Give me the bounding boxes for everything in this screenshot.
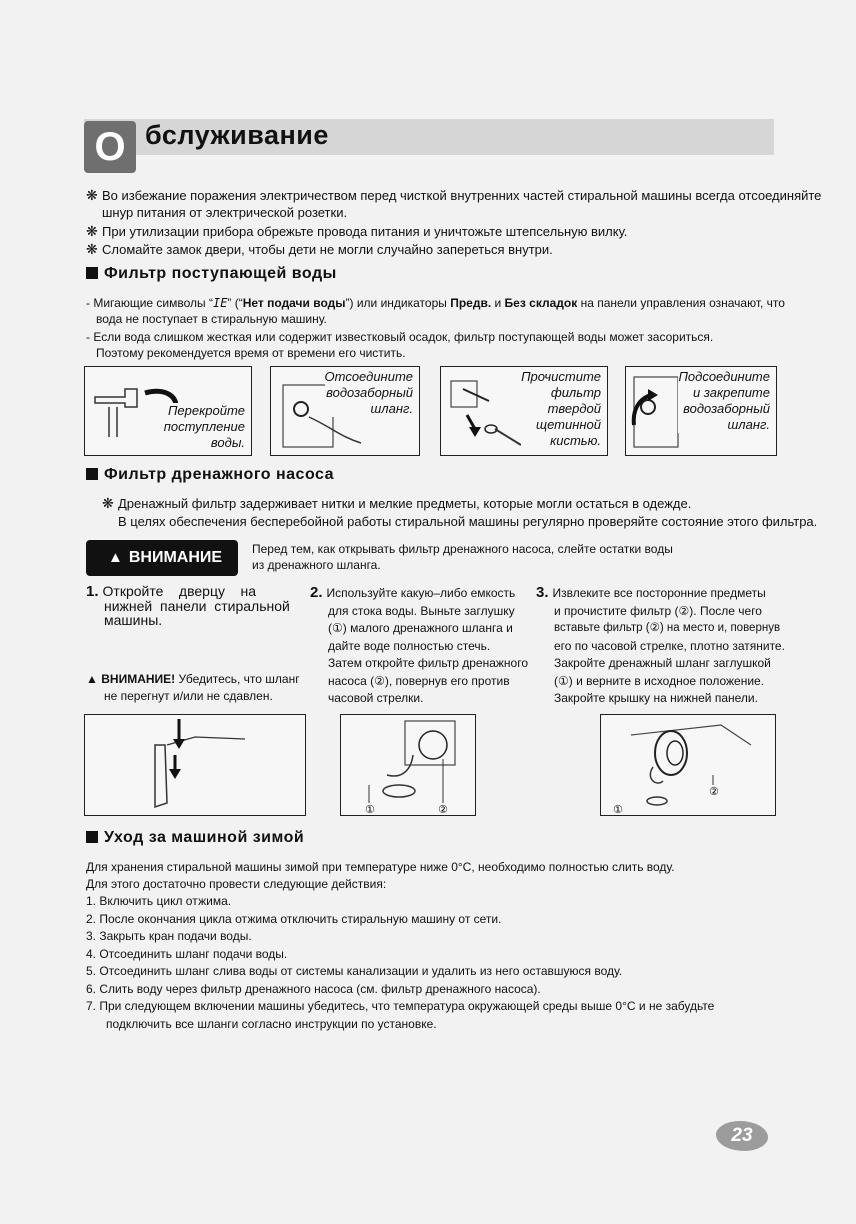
figure-reconnect-hose — [625, 366, 777, 456]
page-title: бслуживание — [145, 120, 329, 150]
caption-close-tap: Перекройте поступление воды. — [163, 403, 245, 450]
caption-reconnect-hose: Подсоедините и закрепите водозаборный шланг. — [678, 369, 770, 432]
figure-clean-filter — [440, 366, 608, 456]
header-letter-badge: О — [84, 121, 136, 173]
inlet-filter-text-2: вода не поступает в стиральную машину. — [96, 312, 327, 326]
intro-note-1-cont: шнур питания от электрической розетки. — [102, 205, 348, 220]
caption-disconnect-hose: Отсоедините водозаборный шланг. — [324, 369, 413, 416]
figure-disconnect-hose — [270, 366, 420, 456]
list-item: 1. Включить цикл отжима. — [86, 894, 232, 908]
section-winter-care-title: Уход за машиной зимой — [86, 829, 304, 847]
fig-label-1b: ① — [613, 803, 623, 815]
warning-triangle-icon: ▲ — [86, 672, 98, 686]
list-item: 2. После окончания цикла отжима отключить стиральную машину от сети. — [86, 911, 502, 926]
drain-water-illustration — [341, 715, 475, 815]
open-panel-illustration — [85, 715, 305, 815]
intro-note-1: ❋ Во избежание поражения электричеством перед чисткой внутренних частей стиральной машины всегда отсоединяйте — [86, 187, 822, 203]
list-item: 3. Закрыть кран подачи воды. — [86, 929, 252, 943]
figure-open-panel — [84, 714, 306, 816]
list-item: 6. Слить воду через фильтр дренажного насоса (см. фильтр дренажного насоса). — [86, 981, 541, 996]
winter-care-list — [86, 893, 714, 1033]
step-2: 2. Используйте какую–либо емкость для стока воды. Выньте заглушку (①) малого дренажного шланга и дайте воде полностью стечь. Затем откройте фильтр дренажного насоса (②), повернув его против часовой стрелки. — [310, 584, 529, 705]
fig-label-1: ① — [365, 803, 375, 815]
intro-note-3: ❋ Сломайте замок двери, чтобы дети не могли случайно запереться внутри. — [86, 241, 553, 257]
step-3: 3. Извлеките все посторонние предметы и прочистите фильтр (②). После чего вставьте фильтр (②) на место и, повернув его по часовой стрелке, плотно затяните. Закройте дренажный шланг заглушкой (①) и верните в исходное положение. Закройте крышку на нижней панели. — [536, 584, 785, 705]
section-inlet-filter-title: Фильтр поступающей воды — [86, 265, 337, 283]
inlet-filter-text-4: Поэтому рекомендуется время от времени его чистить. — [96, 346, 406, 360]
figure-close-tap — [84, 366, 252, 456]
fig-label-2: ② — [438, 803, 448, 815]
step-1: 1. Откройте дверцу на нижней панели стиральной машины. — [86, 583, 290, 628]
inlet-filter-text-3: - Если вода слишком жесткая или содержит известковый осадок, фильтр поступающей воды может засориться. — [86, 330, 714, 344]
list-item-cont: подключить все шланги согласно инструкции по установке. — [106, 1016, 437, 1031]
winter-care-text-2: Для этого достаточно провести следующие действия: — [86, 877, 387, 891]
fig-label-2b: ② — [709, 785, 719, 798]
winter-care-text-1: Для хранения стиральной машины зимой при температуре ниже 0°C, необходимо полностью слить воду. — [86, 860, 675, 874]
warning-badge: ▲ ВНИМАНИЕ — [86, 540, 238, 576]
drain-filter-illustration — [601, 715, 775, 815]
inlet-filter-text-1: - Мигающие символы “IE” (“Нет подачи воды”) или индикаторы Предв. и Без складок на панели управления означают, что — [86, 296, 785, 310]
section-drain-filter-title: Фильтр дренажного насоса — [86, 466, 334, 484]
warning-text-2: из дренажного шланга. — [252, 558, 381, 572]
list-item: 4. Отсоединить шланг подачи воды. — [86, 946, 288, 961]
page-number: 23 — [716, 1121, 768, 1151]
drain-filter-note-2: В целях обеспечения бесперебойной работы стиральной машины регулярно проверяйте состояние этого фильтра. — [118, 514, 818, 529]
step-1-warning-cont: не перегнут и/или не сдавлен. — [104, 689, 273, 703]
warning-triangle-icon: ▲ — [108, 549, 123, 566]
step-1-warning: ▲ ВНИМАНИЕ! Убедитесь, что шланг — [86, 672, 300, 686]
figure-clean-drain-filter — [600, 714, 776, 816]
caption-clean-filter: Прочистите фильтр твердой щетинной кистью. — [521, 369, 601, 448]
intro-note-2: ❋ При утилизации прибора обрежьте провода питания и уничтожьте штепсельную вилку. — [86, 223, 628, 239]
list-item: 5. Отсоединить шланг слива воды от системы канализации и удалить из него оставшуюся воду. — [86, 964, 623, 978]
warning-text-1: Перед тем, как открывать фильтр дренажного насоса, слейте остатки воды — [252, 542, 673, 556]
figure-drain-water — [340, 714, 476, 816]
list-item: 7. При следующем включении машины убедитесь, что температура окружающей среды выше 0°C и не забудьте — [86, 999, 715, 1013]
drain-filter-note-1: ❋ Дренажный фильтр задерживает нитки и мелкие предметы, которые могли остаться в одежде. — [102, 495, 692, 511]
